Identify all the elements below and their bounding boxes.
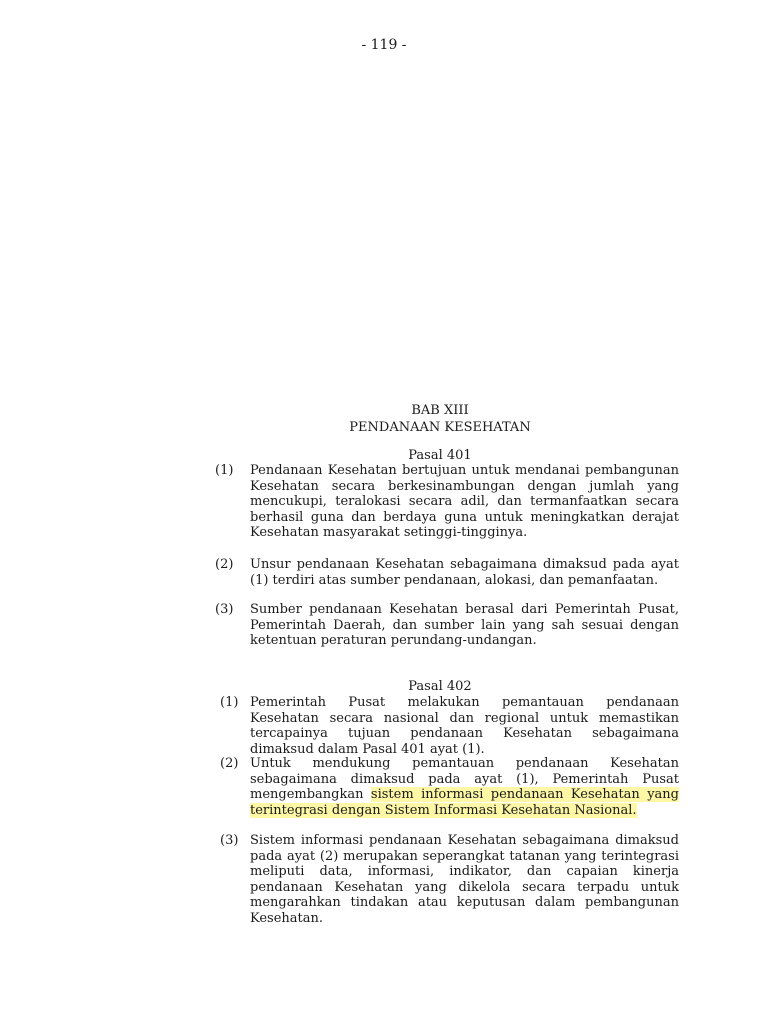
- item-text-plain: Untuk mendukung pemantauan pendanaan Kesehatan sebagaimana dimaksud pada ayat (1), Pemerintah Pusat mengembangkan: [250, 756, 679, 803]
- item-number: (3): [215, 602, 234, 617]
- item-number: (1): [220, 695, 239, 710]
- item-number: (1): [215, 463, 234, 478]
- item-text: [250, 756, 679, 818]
- chapter-title: PENDANAAN KESEHATAN: [349, 420, 531, 435]
- highlighted-text: sistem informasi pendanaan Kesehatan yang terintegrasi dengan Sistem Informasi Kesehatan Nasional.: [250, 787, 679, 818]
- item-text: Sistem informasi pendanaan Kesehatan sebagaimana dimaksud pada ayat (2) merupakan seperangkat tatanan yang terintegrasi meliputi data, informasi, indikator, dan capaian kinerja pendanaan Kesehatan yang dikelola secara terpadu untuk mengarahkan tindakan atau keputusan dalam pembangunan Kesehatan.: [250, 833, 679, 926]
- item-text: Pemerintah Pusat melakukan pemantauan pendanaan Kesehatan secara nasional dan regional untuk memastikan tercapainya tujuan pendanaan Kesehatan sebagaimana dimaksud dalam Pasal 401 ayat (1).: [250, 695, 679, 757]
- item-text: Unsur pendanaan Kesehatan sebagaimana dimaksud pada ayat (1) terdiri atas sumber pendanaan, alokasi, dan pemanfaatan.: [250, 557, 679, 588]
- item-number: (2): [215, 557, 234, 572]
- item-number: (2): [220, 756, 239, 771]
- pasal-401-heading: Pasal 401: [408, 448, 472, 463]
- chapter-label: BAB XIII: [411, 403, 469, 418]
- pasal-402-heading: Pasal 402: [408, 679, 472, 694]
- page-number: - 119 -: [361, 37, 407, 53]
- item-text: Sumber pendanaan Kesehatan berasal dari Pemerintah Pusat, Pemerintah Daerah, dan sumber lain yang sah sesuai dengan ketentuan peraturan perundang-undangan.: [250, 602, 679, 649]
- item-number: (3): [220, 833, 239, 848]
- item-text: Pendanaan Kesehatan bertujuan untuk mendanai pembangunan Kesehatan secara berkesinambungan dengan jumlah yang mencukupi, teralokasi secara adil, dan termanfaatkan secara berhasil guna dan berdaya guna untuk meningkatkan derajat Kesehatan masyarakat setinggi-tingginya.: [250, 463, 679, 541]
